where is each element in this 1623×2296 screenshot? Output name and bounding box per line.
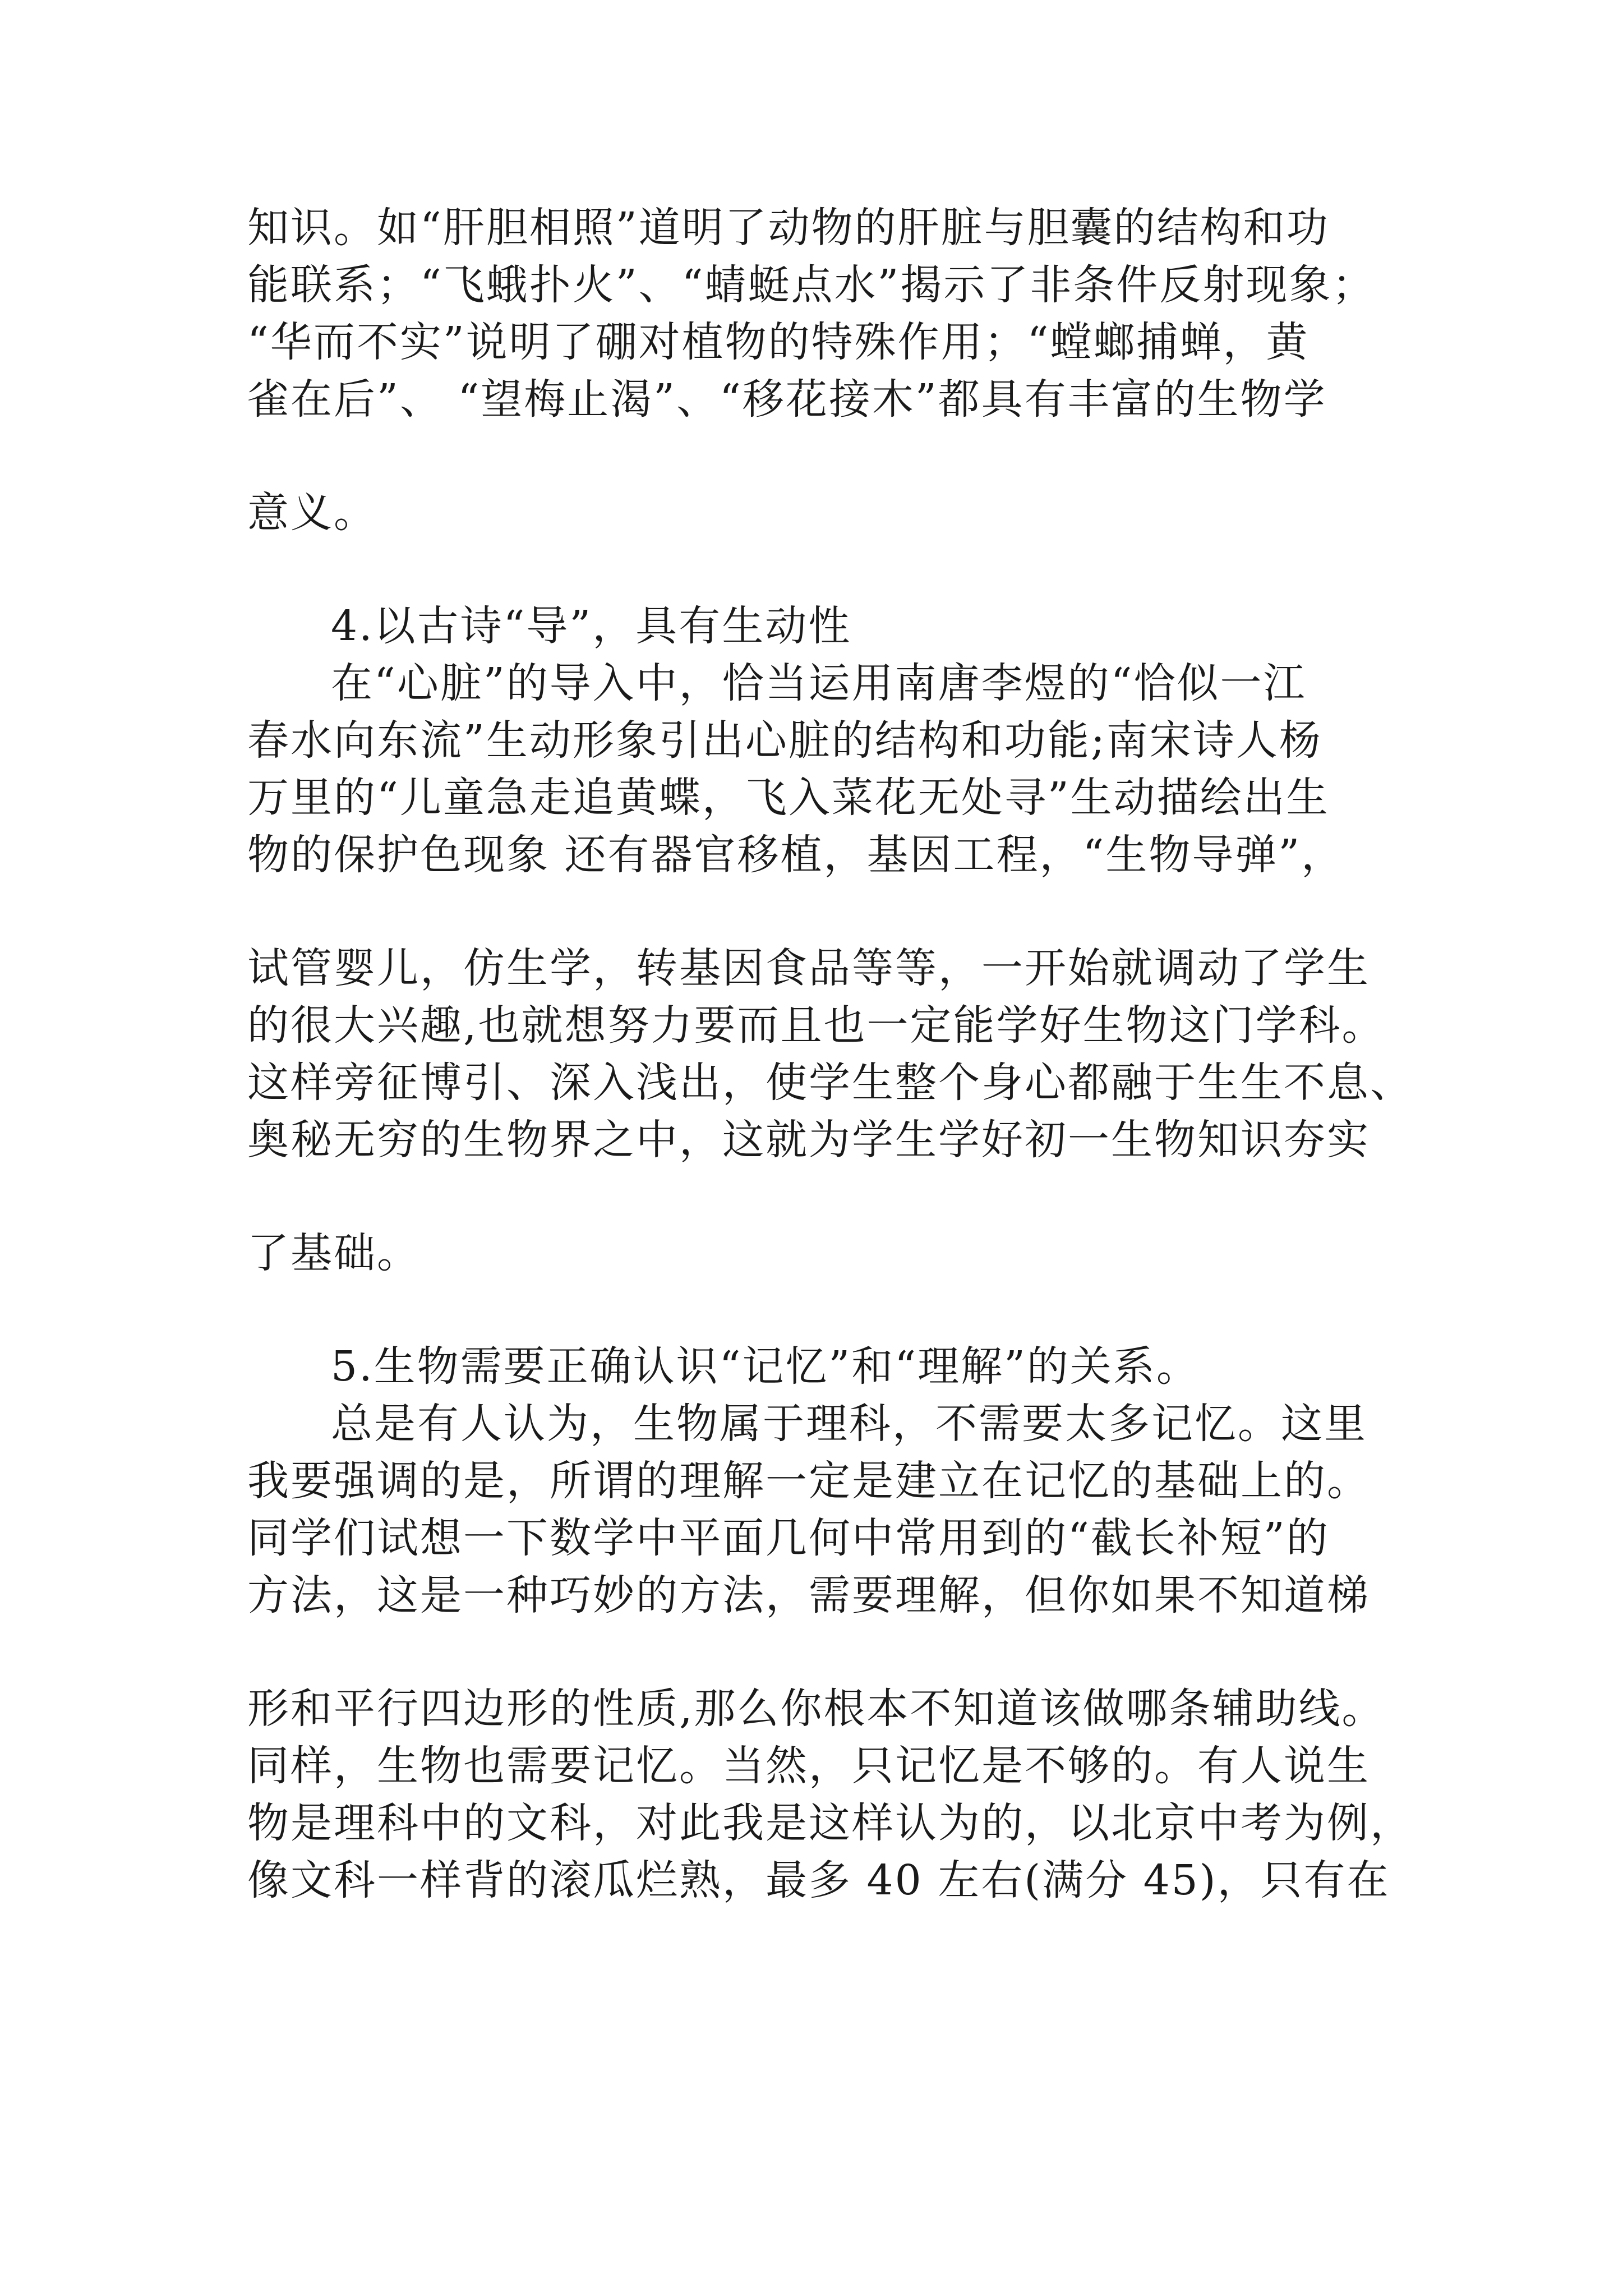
- text-line: 意义。: [247, 489, 377, 537]
- text-line: 雀在后”、 “望梅止渴”、“移花接木”都具有丰富的生物学: [247, 375, 1327, 424]
- paragraph-start: 在“心脏”的导入中，恰当运用南唐李煜的“恰似一江: [331, 659, 1307, 707]
- text-line: 这样旁征博引、深入浅出，使学生整个身心都融于生生不息、: [247, 1059, 1413, 1107]
- text-line: 同学们试想一下数学中平面几何中常用到的“截长补短”的: [247, 1514, 1330, 1562]
- text-line: 物的保护色现象 还有器官移植，基因工程，“生物导弹”，: [247, 831, 1345, 879]
- text-line: 像文科一样背的滚瓜烂熟，最多 40 左右(满分 45)，只有在: [247, 1856, 1390, 1904]
- text-line: 物是理科中的文科，对此我是这样认为的，以北京中考为例，: [247, 1799, 1413, 1847]
- text-line: 方法，这是一种巧妙的方法，需要理解，但你如果不知道梯: [247, 1571, 1370, 1619]
- text-line: 奥秘无穷的生物界之中，这就为学生学好初一生物知识夯实: [247, 1116, 1370, 1164]
- text-line: 试管婴儿，仿生学，转基因食品等等，一开始就调动了学生: [247, 944, 1370, 992]
- text-line: 同样，生物也需要记忆。当然，只记忆是不够的。有人说生: [247, 1742, 1370, 1790]
- text-line: 春水向东流”生动形象引出心脏的结构和功能;南宋诗人杨: [247, 716, 1322, 765]
- text-line: “华而不实”说明了硼对植物的特殊作用；“螳螂捕蝉，黄: [247, 318, 1310, 366]
- text-line: 能联系；“飞蛾扑火”、“蜻蜓点水”揭示了非条件反射现象；: [247, 261, 1376, 309]
- text-line: 我要强调的是，所谓的理解一定是建立在记忆的基础上的。: [247, 1457, 1370, 1505]
- paragraph-start: 总是有人认为，生物属于理科，不需要太多记忆。这里: [331, 1400, 1367, 1448]
- section-heading: 4.以古诗“导”，具有生动性: [331, 602, 852, 650]
- text-line: 形和平行四边形的性质,那么你根本不知道该做哪条辅助线。: [247, 1685, 1385, 1733]
- text-line: 万里的“儿童急走追黄蝶，飞入菜花无处寻”生动描绘出生: [247, 774, 1330, 822]
- text-line: 的很大兴趣,也就想努力要而且也一定能学好生物这门学科。: [247, 1001, 1385, 1050]
- text-line: 知识。如“肝胆相照”道明了动物的肝脏与胆囊的结构和功: [247, 204, 1330, 252]
- section-heading: 5.生物需要正确认识“记忆”和“理解”的关系。: [331, 1342, 1200, 1391]
- text-line: 了基础。: [247, 1229, 420, 1277]
